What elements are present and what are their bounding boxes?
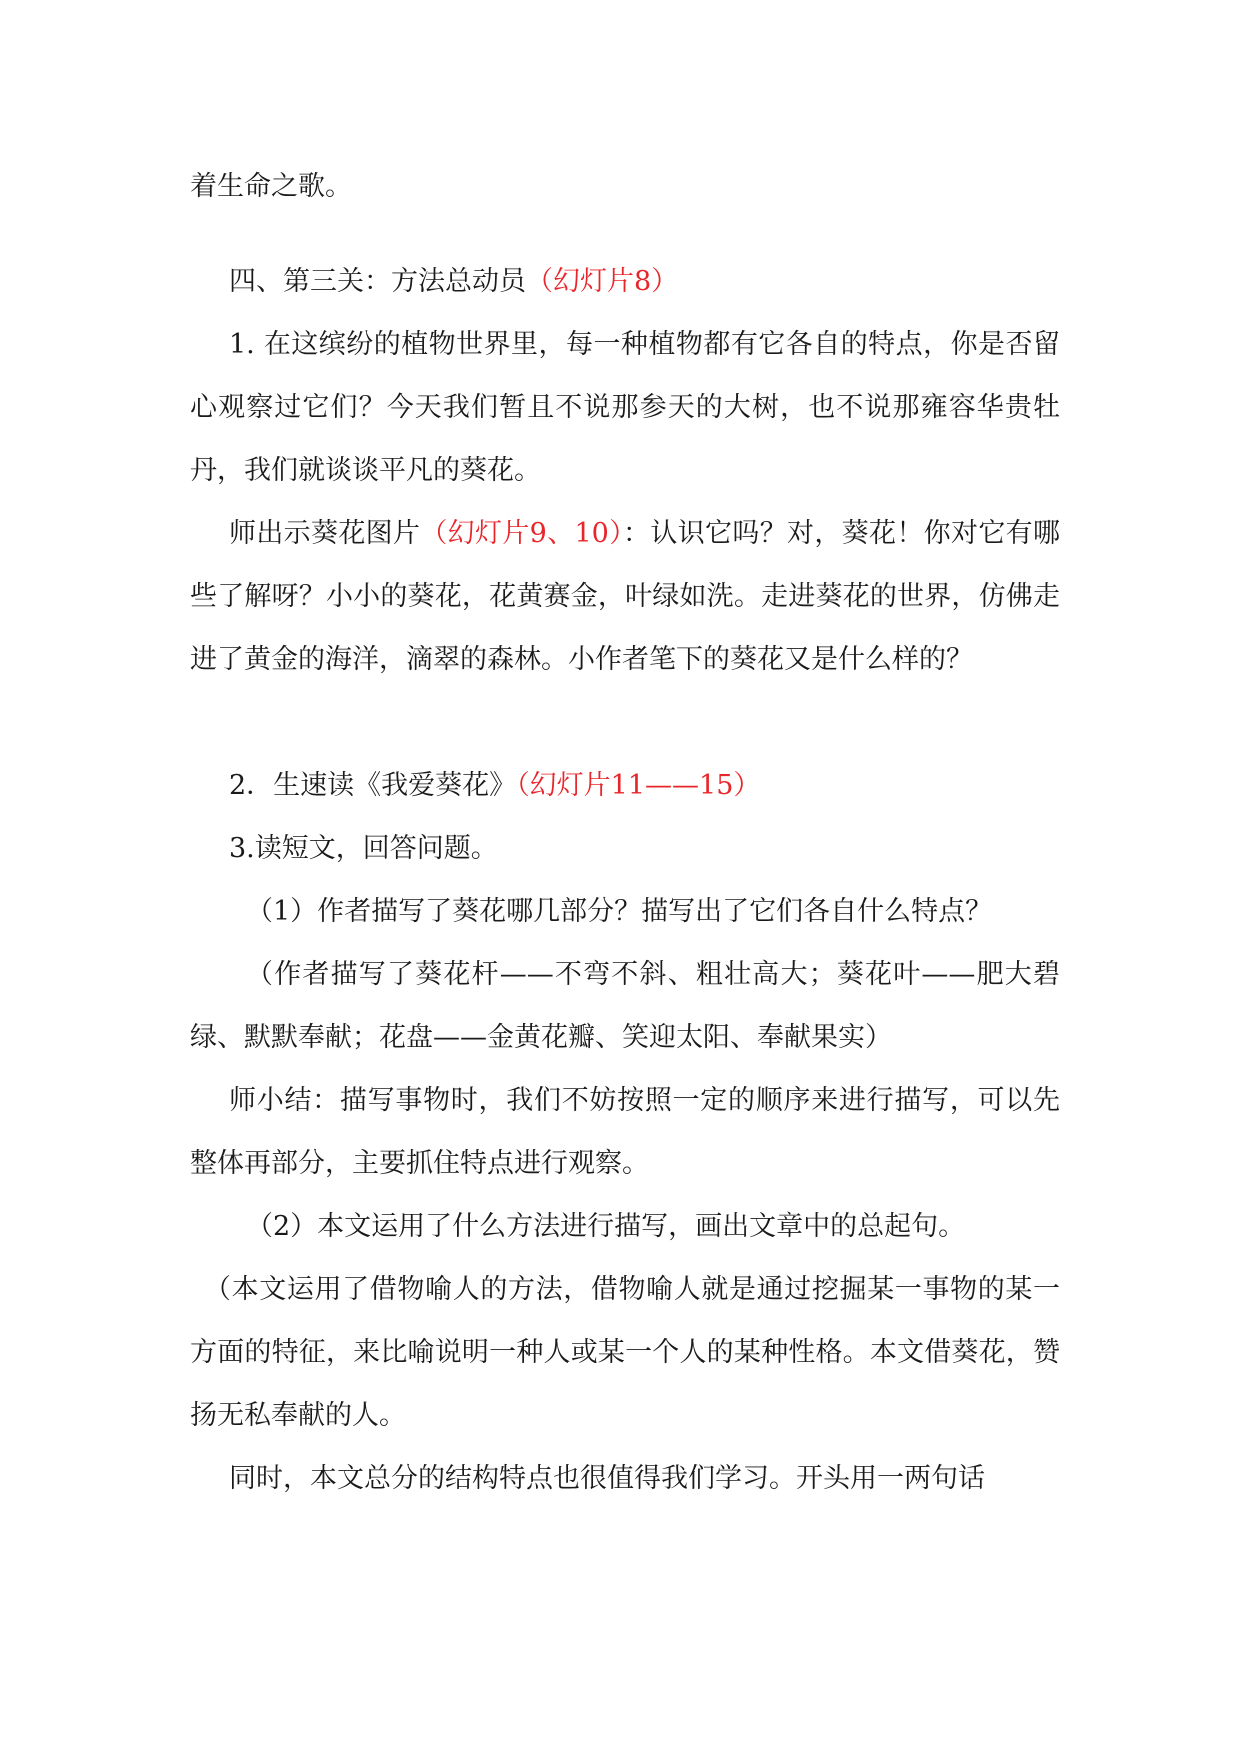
- summary-text: 师小结：描写事物时，我们不妨按照一定的顺序来进行描写，可以先整体再部分，主要抓住特点进行观察。: [190, 1085, 1060, 1179]
- section-heading: [190, 250, 1060, 313]
- answer-text: （作者描写了葵花杆——不弯不斜、粗壮高大；葵花叶——肥大碧绿、默默奉献；花盘——金黄花瓣、笑迎太阳、奉献果实）: [190, 959, 1060, 1053]
- paragraph-text: 3.读短文，回答问题。: [229, 833, 498, 864]
- paragraph-teacher-shows: [190, 502, 1060, 691]
- answer-text: （本文运用了借物喻人的方法，借物喻人就是通过挖掘某一事物的某一方面的特征，来比喻说明一种人或某一个人的某种性格。本文借葵花，赞扬无私奉献的人。: [190, 1274, 1060, 1431]
- answer-1: [190, 943, 1060, 1069]
- question-1: [190, 880, 1060, 943]
- paragraph-text: 2．生速读《我爱葵花》: [229, 770, 517, 801]
- paragraph-text-tail: ：认识它吗？对，葵花！你对它有哪些了解呀？小小的葵花，花黄赛金，叶绿如洗。走进葵花的世界，仿佛走进了黄金的海洋，滴翠的森林。小作者笔下的葵花又是什么样的？: [190, 518, 1061, 675]
- paragraph-text: 1. 在这缤纷的植物世界里，每一种植物都有它各自的特点，你是否留心观察过它们？今天我们暂且不说那参天的大树，也不说那雍容华贵牡丹，我们就谈谈平凡的葵花。: [190, 329, 1060, 486]
- paragraph-text: 着生命之歌。: [190, 171, 352, 202]
- paragraph-text: 师出示葵花图片: [229, 518, 421, 549]
- paragraph-item-1: [190, 313, 1060, 502]
- paragraph-item-3: [190, 817, 1060, 880]
- answer-2: [190, 1258, 1060, 1447]
- paragraph-continuation: [190, 155, 1060, 218]
- slide-reference: （幻灯片11——15）: [516, 770, 761, 801]
- slide-reference: （幻灯片9、10）: [420, 518, 624, 549]
- question-text: （1）作者描写了葵花哪几部分？描写出了它们各自什么特点？: [246, 896, 993, 927]
- paragraph-structure: [190, 1447, 1060, 1510]
- slide-reference: （幻灯片8）: [526, 266, 679, 297]
- heading-text: 四、第三关：方法总动员: [229, 266, 526, 297]
- question-2: [190, 1195, 1060, 1258]
- teacher-summary: [190, 1069, 1060, 1195]
- paragraph-item-2: [190, 754, 1060, 817]
- question-text: （2）本文运用了什么方法进行描写，画出文章中的总起句。: [246, 1211, 966, 1242]
- paragraph-text: 同时，本文总分的结构特点也很值得我们学习。开头用一两句话: [229, 1463, 985, 1494]
